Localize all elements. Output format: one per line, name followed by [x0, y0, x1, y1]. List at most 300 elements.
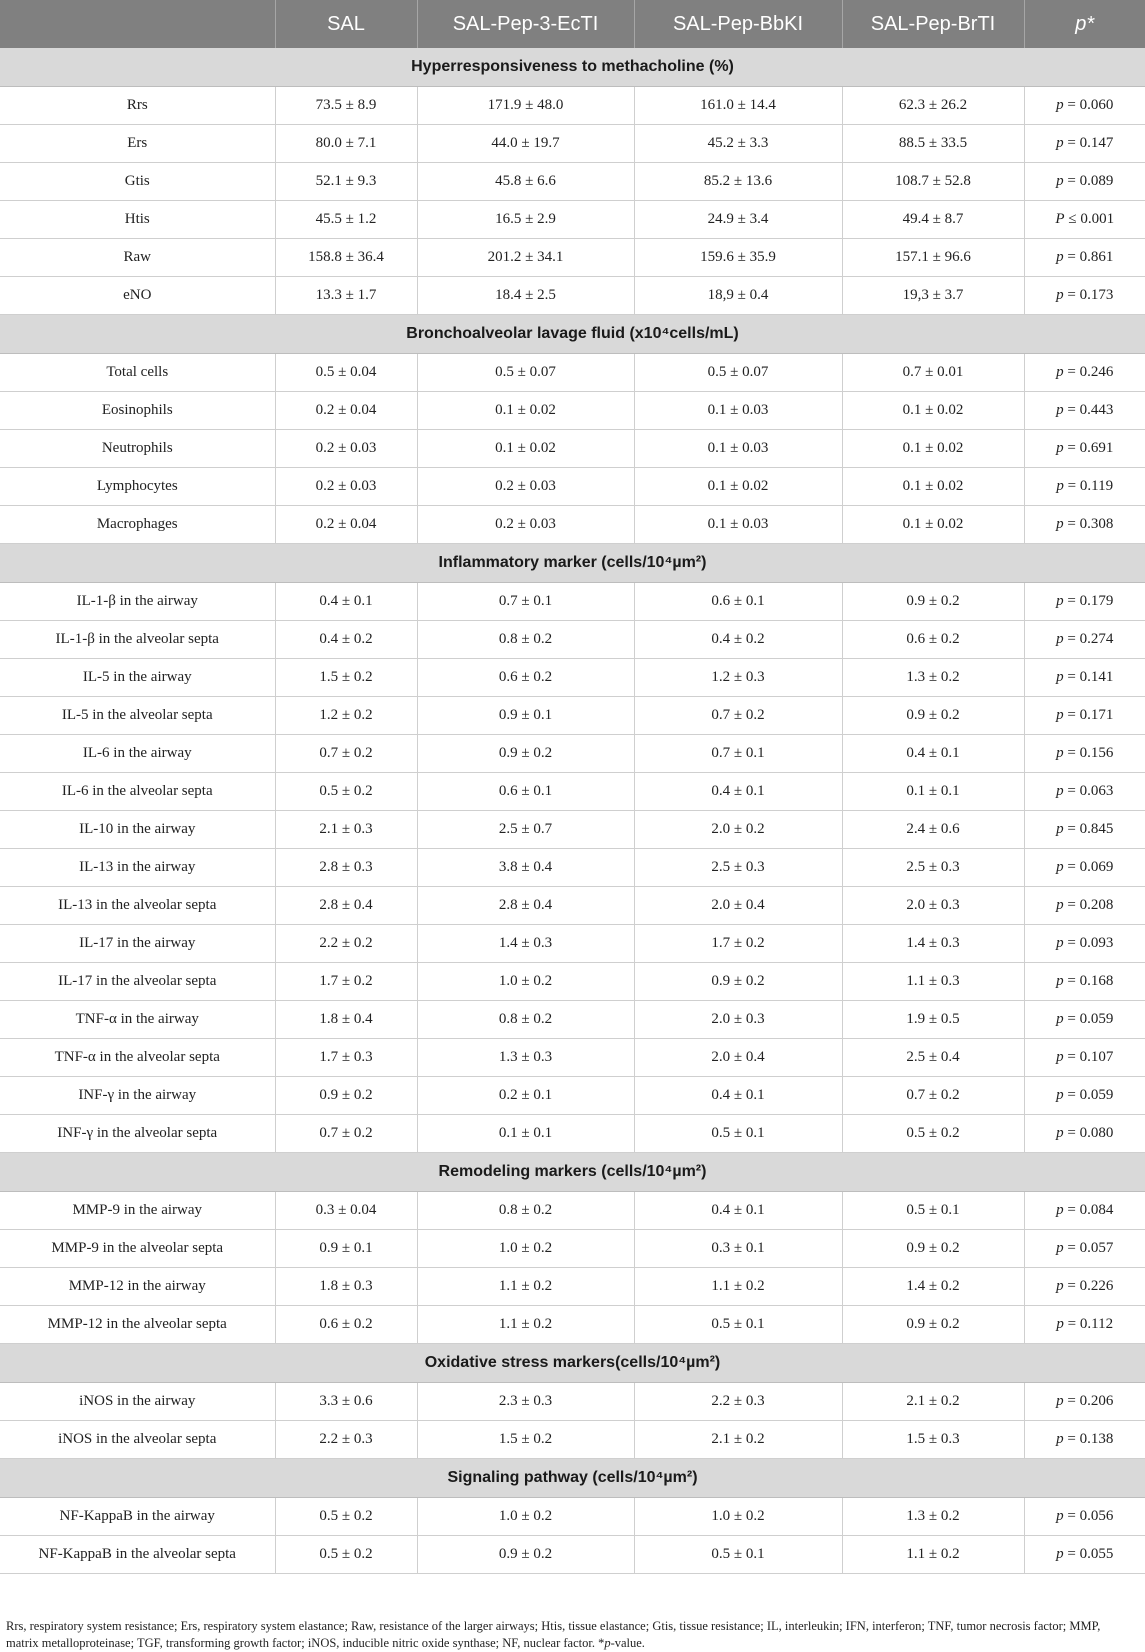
sal-pep-bbki-cell: 0.4 ± 0.2	[634, 621, 842, 659]
sal-cell: 13.3 ± 1.7	[275, 277, 417, 315]
table-row	[0, 163, 1145, 201]
header-sal: SAL	[275, 0, 417, 48]
sal-pep-3-ecti-cell: 0.9 ± 0.2	[417, 1536, 634, 1574]
row-label-cell: MMP-12 in the alveolar septa	[0, 1306, 275, 1344]
table-row	[0, 354, 1145, 392]
section-title: Oxidative stress markers(cells/10⁴µm²)	[0, 1344, 1145, 1383]
p-value: = 0.173	[1063, 287, 1114, 303]
p-value-cell	[1024, 1230, 1145, 1268]
p-symbol: p	[1056, 1049, 1064, 1065]
sal-cell: 1.5 ± 0.2	[275, 659, 417, 697]
row-label-cell: Lymphocytes	[0, 468, 275, 506]
sal-pep-brti-cell: 0.1 ± 0.02	[842, 506, 1024, 544]
sal-pep-brti-cell: 108.7 ± 52.8	[842, 163, 1024, 201]
sal-pep-3-ecti-cell: 0.5 ± 0.07	[417, 354, 634, 392]
section-header-row	[0, 1459, 1145, 1498]
footnote-text: Rrs, respiratory system resistance; Ers, respiratory system elastance; Raw, resistance of the larger airways; Htis, tissue elastance; Gtis, tissue resistance; IL, interleukin; IFN, interferon; TNF, tumor necrosis factor; MMP, matrix metalloproteinase; TGF, transforming growth factor; iNOS, inducible nitric oxide synthase; NF, nuclear factor. *	[6, 1619, 1101, 1650]
p-symbol: p	[1056, 973, 1064, 989]
sal-pep-bbki-cell: 0.1 ± 0.03	[634, 506, 842, 544]
sal-pep-3-ecti-cell: 0.7 ± 0.1	[417, 583, 634, 621]
sal-pep-bbki-cell: 2.0 ± 0.2	[634, 811, 842, 849]
p-value-cell	[1024, 887, 1145, 925]
sal-pep-3-ecti-cell: 1.1 ± 0.2	[417, 1268, 634, 1306]
sal-pep-brti-cell: 1.5 ± 0.3	[842, 1421, 1024, 1459]
sal-cell: 2.8 ± 0.4	[275, 887, 417, 925]
sal-pep-3-ecti-cell: 0.1 ± 0.02	[417, 392, 634, 430]
sal-pep-3-ecti-cell: 16.5 ± 2.9	[417, 201, 634, 239]
sal-cell: 2.8 ± 0.3	[275, 849, 417, 887]
sal-pep-bbki-cell: 0.4 ± 0.1	[634, 773, 842, 811]
p-value: = 0.063	[1063, 783, 1114, 799]
p-value: = 0.119	[1063, 478, 1114, 494]
p-symbol: p	[1056, 97, 1064, 113]
sal-pep-bbki-cell: 2.2 ± 0.3	[634, 1383, 842, 1421]
p-value: = 0.179	[1063, 593, 1114, 609]
sal-pep-brti-cell: 2.5 ± 0.4	[842, 1039, 1024, 1077]
row-label-cell: iNOS in the alveolar septa	[0, 1421, 275, 1459]
sal-cell: 1.2 ± 0.2	[275, 697, 417, 735]
p-value-cell	[1024, 925, 1145, 963]
p-value: = 0.141	[1063, 669, 1114, 685]
sal-cell: 0.3 ± 0.04	[275, 1192, 417, 1230]
sal-pep-brti-cell: 0.7 ± 0.2	[842, 1077, 1024, 1115]
sal-pep-3-ecti-cell: 2.3 ± 0.3	[417, 1383, 634, 1421]
p-symbol: p	[1056, 1011, 1064, 1027]
sal-pep-bbki-cell: 0.7 ± 0.1	[634, 735, 842, 773]
p-symbol: p	[1056, 1508, 1064, 1524]
row-label-cell: NF-KappaB in the alveolar septa	[0, 1536, 275, 1574]
p-value: ≤ 0.001	[1064, 211, 1115, 227]
p-value: = 0.112	[1063, 1316, 1114, 1332]
p-value: = 0.171	[1063, 707, 1114, 723]
sal-pep-3-ecti-cell: 44.0 ± 19.7	[417, 125, 634, 163]
sal-cell: 0.2 ± 0.03	[275, 430, 417, 468]
sal-pep-brti-cell: 1.3 ± 0.2	[842, 1498, 1024, 1536]
p-value-cell	[1024, 163, 1145, 201]
p-value-cell	[1024, 1039, 1145, 1077]
row-label-cell: IL-6 in the alveolar septa	[0, 773, 275, 811]
sal-pep-3-ecti-cell: 0.2 ± 0.03	[417, 506, 634, 544]
sal-pep-bbki-cell: 1.1 ± 0.2	[634, 1268, 842, 1306]
table-row	[0, 621, 1145, 659]
row-label-cell: MMP-9 in the airway	[0, 1192, 275, 1230]
sal-cell: 0.9 ± 0.1	[275, 1230, 417, 1268]
sal-cell: 0.5 ± 0.04	[275, 354, 417, 392]
sal-pep-3-ecti-cell: 0.8 ± 0.2	[417, 1001, 634, 1039]
row-label-cell: INF-γ in the airway	[0, 1077, 275, 1115]
sal-pep-bbki-cell: 0.1 ± 0.03	[634, 430, 842, 468]
p-value: = 0.168	[1063, 973, 1114, 989]
sal-cell: 0.7 ± 0.2	[275, 1115, 417, 1153]
sal-pep-brti-cell: 0.9 ± 0.2	[842, 697, 1024, 735]
sal-pep-bbki-cell: 0.4 ± 0.1	[634, 1192, 842, 1230]
p-symbol: p	[1056, 440, 1064, 456]
sal-pep-bbki-cell: 0.5 ± 0.1	[634, 1306, 842, 1344]
table-row	[0, 1306, 1145, 1344]
sal-pep-3-ecti-cell: 3.8 ± 0.4	[417, 849, 634, 887]
p-symbol: p	[1056, 1278, 1064, 1294]
row-label-cell: IL-10 in the airway	[0, 811, 275, 849]
sal-pep-brti-cell: 2.4 ± 0.6	[842, 811, 1024, 849]
sal-pep-bbki-cell: 85.2 ± 13.6	[634, 163, 842, 201]
sal-pep-brti-cell: 62.3 ± 26.2	[842, 87, 1024, 125]
sal-pep-3-ecti-cell: 0.1 ± 0.1	[417, 1115, 634, 1153]
sal-cell: 1.8 ± 0.4	[275, 1001, 417, 1039]
p-value: = 0.156	[1063, 745, 1114, 761]
p-symbol: p	[1056, 593, 1064, 609]
sal-pep-3-ecti-cell: 1.0 ± 0.2	[417, 963, 634, 1001]
p-value: = 0.069	[1063, 859, 1114, 875]
sal-cell: 0.5 ± 0.2	[275, 1498, 417, 1536]
p-symbol: p	[1056, 745, 1064, 761]
sal-cell: 158.8 ± 36.4	[275, 239, 417, 277]
p-symbol: p	[1056, 707, 1064, 723]
table-row	[0, 583, 1145, 621]
p-value-cell	[1024, 468, 1145, 506]
sal-cell: 0.7 ± 0.2	[275, 735, 417, 773]
sal-cell: 1.8 ± 0.3	[275, 1268, 417, 1306]
row-label-cell: IL-6 in the airway	[0, 735, 275, 773]
sal-pep-bbki-cell: 2.0 ± 0.4	[634, 887, 842, 925]
sal-cell: 73.5 ± 8.9	[275, 87, 417, 125]
table-row	[0, 1230, 1145, 1268]
sal-pep-brti-cell: 1.1 ± 0.2	[842, 1536, 1024, 1574]
p-value: = 0.060	[1063, 97, 1114, 113]
row-label-cell: Total cells	[0, 354, 275, 392]
sal-cell: 0.5 ± 0.2	[275, 773, 417, 811]
sal-pep-brti-cell: 0.9 ± 0.2	[842, 583, 1024, 621]
sal-pep-bbki-cell: 45.2 ± 3.3	[634, 125, 842, 163]
p-symbol: p	[1056, 173, 1064, 189]
p-symbol: p	[1056, 669, 1064, 685]
sal-pep-bbki-cell: 0.7 ± 0.2	[634, 697, 842, 735]
table-row	[0, 697, 1145, 735]
p-value-cell	[1024, 87, 1145, 125]
row-label-cell: IL-13 in the alveolar septa	[0, 887, 275, 925]
row-label-cell: MMP-12 in the airway	[0, 1268, 275, 1306]
p-symbol: p	[1056, 821, 1064, 837]
p-value-cell	[1024, 1536, 1145, 1574]
section-header-row	[0, 315, 1145, 354]
p-value-cell	[1024, 354, 1145, 392]
sal-pep-3-ecti-cell: 1.0 ± 0.2	[417, 1230, 634, 1268]
p-symbol: p	[1056, 516, 1064, 532]
p-symbol: p	[1056, 135, 1064, 151]
sal-pep-brti-cell: 0.4 ± 0.1	[842, 735, 1024, 773]
table-row	[0, 392, 1145, 430]
sal-pep-3-ecti-cell: 2.8 ± 0.4	[417, 887, 634, 925]
sal-pep-brti-cell: 1.4 ± 0.3	[842, 925, 1024, 963]
sal-cell: 0.2 ± 0.03	[275, 468, 417, 506]
sal-pep-brti-cell: 0.1 ± 0.02	[842, 468, 1024, 506]
sal-pep-bbki-cell: 0.5 ± 0.07	[634, 354, 842, 392]
sal-pep-bbki-cell: 0.5 ± 0.1	[634, 1115, 842, 1153]
sal-pep-bbki-cell: 2.0 ± 0.3	[634, 1001, 842, 1039]
sal-pep-brti-cell: 2.5 ± 0.3	[842, 849, 1024, 887]
p-symbol: p	[1056, 897, 1064, 913]
footnote-p-italic: p	[604, 1636, 611, 1650]
p-symbol: p	[1056, 1240, 1064, 1256]
p-value: = 0.055	[1063, 1546, 1114, 1562]
table-row	[0, 1192, 1145, 1230]
sal-cell: 0.2 ± 0.04	[275, 392, 417, 430]
table-row	[0, 773, 1145, 811]
sal-pep-brti-cell: 1.9 ± 0.5	[842, 1001, 1024, 1039]
table-row	[0, 201, 1145, 239]
sal-pep-bbki-cell: 0.1 ± 0.03	[634, 392, 842, 430]
p-symbol: p	[1056, 287, 1064, 303]
row-label-cell: Eosinophils	[0, 392, 275, 430]
p-value: = 0.056	[1063, 1508, 1114, 1524]
p-value-cell	[1024, 1001, 1145, 1039]
sal-pep-bbki-cell: 0.6 ± 0.1	[634, 583, 842, 621]
p-value: = 0.059	[1063, 1087, 1114, 1103]
sal-pep-bbki-cell: 2.0 ± 0.4	[634, 1039, 842, 1077]
sal-cell: 80.0 ± 7.1	[275, 125, 417, 163]
p-symbol: p	[1056, 1316, 1064, 1332]
row-label-cell: Ers	[0, 125, 275, 163]
sal-pep-3-ecti-cell: 18.4 ± 2.5	[417, 277, 634, 315]
sal-pep-brti-cell: 0.9 ± 0.2	[842, 1230, 1024, 1268]
p-symbol: p	[1056, 1431, 1064, 1447]
table-row	[0, 659, 1145, 697]
sal-pep-brti-cell: 49.4 ± 8.7	[842, 201, 1024, 239]
sal-pep-bbki-cell: 0.5 ± 0.1	[634, 1536, 842, 1574]
sal-pep-3-ecti-cell: 0.6 ± 0.1	[417, 773, 634, 811]
row-label-cell: IL-5 in the airway	[0, 659, 275, 697]
p-value-cell	[1024, 583, 1145, 621]
row-label-cell: MMP-9 in the alveolar septa	[0, 1230, 275, 1268]
section-header-row	[0, 544, 1145, 583]
sal-pep-3-ecti-cell: 0.8 ± 0.2	[417, 1192, 634, 1230]
row-label-cell: IL-5 in the alveolar septa	[0, 697, 275, 735]
sal-pep-bbki-cell: 159.6 ± 35.9	[634, 239, 842, 277]
sal-pep-3-ecti-cell: 1.4 ± 0.3	[417, 925, 634, 963]
sal-pep-bbki-cell: 0.4 ± 0.1	[634, 1077, 842, 1115]
sal-cell: 0.9 ± 0.2	[275, 1077, 417, 1115]
p-value-cell	[1024, 1268, 1145, 1306]
p-symbol: p	[1056, 1546, 1064, 1562]
p-value-cell	[1024, 430, 1145, 468]
p-value-cell	[1024, 697, 1145, 735]
p-value: = 0.093	[1063, 935, 1114, 951]
table-row	[0, 963, 1145, 1001]
row-label-cell: eNO	[0, 277, 275, 315]
section-header-row	[0, 1344, 1145, 1383]
sal-pep-bbki-cell: 2.5 ± 0.3	[634, 849, 842, 887]
row-label-cell: IL-1-β in the airway	[0, 583, 275, 621]
row-label-cell: IL-17 in the airway	[0, 925, 275, 963]
p-symbol: p	[1056, 249, 1064, 265]
p-symbol: p	[1056, 478, 1064, 494]
section-title: Bronchoalveolar lavage fluid (x10⁴cells/mL)	[0, 315, 1145, 354]
sal-pep-brti-cell: 1.4 ± 0.2	[842, 1268, 1024, 1306]
p-symbol: p	[1056, 1125, 1064, 1141]
sal-pep-brti-cell: 0.1 ± 0.1	[842, 773, 1024, 811]
sal-pep-brti-cell: 0.9 ± 0.2	[842, 1306, 1024, 1344]
sal-pep-bbki-cell: 161.0 ± 14.4	[634, 87, 842, 125]
p-value-cell	[1024, 1115, 1145, 1153]
table-row	[0, 1268, 1145, 1306]
sal-cell: 0.5 ± 0.2	[275, 1536, 417, 1574]
sal-cell: 0.6 ± 0.2	[275, 1306, 417, 1344]
p-value: = 0.138	[1063, 1431, 1114, 1447]
p-value-cell	[1024, 392, 1145, 430]
sal-pep-brti-cell: 1.1 ± 0.3	[842, 963, 1024, 1001]
table-body	[0, 48, 1145, 1574]
p-value-cell	[1024, 735, 1145, 773]
row-label-cell: IL-17 in the alveolar septa	[0, 963, 275, 1001]
sal-pep-3-ecti-cell: 1.5 ± 0.2	[417, 1421, 634, 1459]
sal-cell: 0.4 ± 0.1	[275, 583, 417, 621]
sal-cell: 0.2 ± 0.04	[275, 506, 417, 544]
table-row	[0, 849, 1145, 887]
p-value-cell	[1024, 506, 1145, 544]
p-value-cell	[1024, 1192, 1145, 1230]
sal-pep-bbki-cell: 0.1 ± 0.02	[634, 468, 842, 506]
sal-pep-3-ecti-cell: 201.2 ± 34.1	[417, 239, 634, 277]
table-row	[0, 468, 1145, 506]
sal-pep-bbki-cell: 0.3 ± 0.1	[634, 1230, 842, 1268]
sal-pep-brti-cell: 1.3 ± 0.2	[842, 659, 1024, 697]
sal-cell: 3.3 ± 0.6	[275, 1383, 417, 1421]
table-footnote	[6, 1618, 1136, 1652]
p-value: = 0.059	[1063, 1011, 1114, 1027]
sal-pep-bbki-cell: 1.2 ± 0.3	[634, 659, 842, 697]
sal-pep-bbki-cell: 0.9 ± 0.2	[634, 963, 842, 1001]
section-title: Hyperresponsiveness to methacholine (%)	[0, 48, 1145, 87]
sal-pep-3-ecti-cell: 1.1 ± 0.2	[417, 1306, 634, 1344]
row-label-cell: NF-KappaB in the airway	[0, 1498, 275, 1536]
p-value-cell	[1024, 277, 1145, 315]
row-label-cell: Neutrophils	[0, 430, 275, 468]
p-value: = 0.274	[1063, 631, 1114, 647]
p-value-cell	[1024, 1383, 1145, 1421]
sal-pep-brti-cell: 88.5 ± 33.5	[842, 125, 1024, 163]
p-symbol: p	[1056, 935, 1064, 951]
row-label-cell: IL-13 in the airway	[0, 849, 275, 887]
table-row	[0, 1001, 1145, 1039]
sal-pep-3-ecti-cell: 0.2 ± 0.03	[417, 468, 634, 506]
row-label-cell: Rrs	[0, 87, 275, 125]
sal-cell: 2.1 ± 0.3	[275, 811, 417, 849]
p-value: = 0.845	[1063, 821, 1114, 837]
sal-pep-3-ecti-cell: 0.6 ± 0.2	[417, 659, 634, 697]
section-title: Remodeling markers (cells/10⁴µm²)	[0, 1153, 1145, 1192]
sal-pep-brti-cell: 2.0 ± 0.3	[842, 887, 1024, 925]
sal-pep-brti-cell: 0.7 ± 0.01	[842, 354, 1024, 392]
table-row	[0, 735, 1145, 773]
sal-pep-3-ecti-cell: 0.1 ± 0.02	[417, 430, 634, 468]
p-value: = 0.861	[1063, 249, 1114, 265]
table-row	[0, 1421, 1145, 1459]
p-value-cell	[1024, 1421, 1145, 1459]
header-sal-pep-bbki: SAL-Pep-BbKI	[634, 0, 842, 48]
sal-pep-3-ecti-cell: 0.8 ± 0.2	[417, 621, 634, 659]
sal-cell: 0.4 ± 0.2	[275, 621, 417, 659]
p-value: = 0.226	[1063, 1278, 1114, 1294]
row-label-cell: iNOS in the airway	[0, 1383, 275, 1421]
sal-pep-brti-cell: 0.1 ± 0.02	[842, 430, 1024, 468]
table-row	[0, 925, 1145, 963]
sal-pep-3-ecti-cell: 1.3 ± 0.3	[417, 1039, 634, 1077]
p-value-cell	[1024, 125, 1145, 163]
sal-pep-3-ecti-cell: 0.9 ± 0.2	[417, 735, 634, 773]
section-title: Inflammatory marker (cells/10⁴µm²)	[0, 544, 1145, 583]
table-row	[0, 1039, 1145, 1077]
table-row	[0, 277, 1145, 315]
sal-pep-3-ecti-cell: 2.5 ± 0.7	[417, 811, 634, 849]
p-symbol: p	[1056, 402, 1064, 418]
p-value-cell	[1024, 773, 1145, 811]
p-symbol: P	[1055, 211, 1065, 227]
table-header-row	[0, 0, 1145, 48]
row-label-cell: Raw	[0, 239, 275, 277]
p-value-cell	[1024, 621, 1145, 659]
sal-pep-3-ecti-cell: 1.0 ± 0.2	[417, 1498, 634, 1536]
row-label-cell: IL-1-β in the alveolar septa	[0, 621, 275, 659]
p-value-cell	[1024, 849, 1145, 887]
p-value-cell	[1024, 1077, 1145, 1115]
section-header-row	[0, 1153, 1145, 1192]
p-symbol: p	[1056, 1393, 1064, 1409]
p-symbol: p	[1056, 783, 1064, 799]
sal-cell: 2.2 ± 0.3	[275, 1421, 417, 1459]
p-symbol: p	[1056, 1202, 1064, 1218]
table-row	[0, 506, 1145, 544]
p-symbol: p	[1056, 364, 1064, 380]
row-label-cell: Htis	[0, 201, 275, 239]
sal-cell: 45.5 ± 1.2	[275, 201, 417, 239]
table-row	[0, 125, 1145, 163]
sal-pep-3-ecti-cell: 0.2 ± 0.1	[417, 1077, 634, 1115]
p-value: = 0.246	[1063, 364, 1114, 380]
p-value: = 0.107	[1063, 1049, 1114, 1065]
header-sal-pep-brti: SAL-Pep-BrTI	[842, 0, 1024, 48]
table-row	[0, 1115, 1145, 1153]
p-symbol: p	[1056, 631, 1064, 647]
row-label-cell: Gtis	[0, 163, 275, 201]
p-symbol: p	[1056, 1087, 1064, 1103]
sal-pep-bbki-cell: 1.7 ± 0.2	[634, 925, 842, 963]
p-value-cell	[1024, 659, 1145, 697]
sal-cell: 1.7 ± 0.3	[275, 1039, 417, 1077]
p-value: = 0.691	[1063, 440, 1114, 456]
footnote-suffix: -value.	[610, 1636, 645, 1650]
table-row	[0, 87, 1145, 125]
sal-pep-3-ecti-cell: 171.9 ± 48.0	[417, 87, 634, 125]
p-value-cell	[1024, 811, 1145, 849]
sal-pep-brti-cell: 0.5 ± 0.1	[842, 1192, 1024, 1230]
row-label-cell: TNF-α in the airway	[0, 1001, 275, 1039]
p-value: = 0.208	[1063, 897, 1114, 913]
p-value: = 0.089	[1063, 173, 1114, 189]
sal-pep-brti-cell: 2.1 ± 0.2	[842, 1383, 1024, 1421]
sal-pep-bbki-cell: 18,9 ± 0.4	[634, 277, 842, 315]
sal-pep-brti-cell: 0.6 ± 0.2	[842, 621, 1024, 659]
section-header-row	[0, 48, 1145, 87]
table-row	[0, 239, 1145, 277]
sal-cell: 1.7 ± 0.2	[275, 963, 417, 1001]
sal-pep-bbki-cell: 24.9 ± 3.4	[634, 201, 842, 239]
p-value: = 0.057	[1063, 1240, 1114, 1256]
p-value-cell	[1024, 239, 1145, 277]
header-sal-pep-3-ecti: SAL-Pep-3-EcTI	[417, 0, 634, 48]
table-row	[0, 1498, 1145, 1536]
p-symbol: p	[1056, 859, 1064, 875]
sal-cell: 52.1 ± 9.3	[275, 163, 417, 201]
sal-pep-3-ecti-cell: 0.9 ± 0.1	[417, 697, 634, 735]
